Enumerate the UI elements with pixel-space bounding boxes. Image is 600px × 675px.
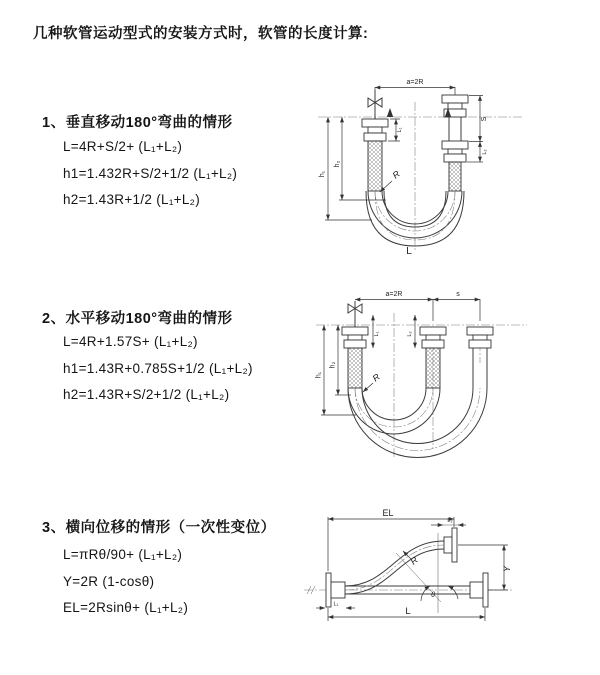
dim-label-l: L [405,606,411,617]
radius-leader [363,371,382,392]
dim-l2 [407,315,415,348]
section-2-formula-L: L=4R+1.57S+ (L₁+L₂) [63,334,198,349]
dim-label-h1: h₁ [315,371,323,379]
hose-u-bends [348,388,487,458]
radius-label: R [408,554,420,567]
braided-hose-section [449,162,461,191]
dim-l2 [467,142,488,163]
dim-label-l1: L₁ [333,601,339,608]
dim-label-l2: L₂ [407,331,413,337]
middle-pipe-fitting [420,327,446,388]
section-3-formula-L: L=πRθ/90+ (L₁+L₂) [63,547,183,562]
section-1-heading: 1、垂直移动180°弯曲的情形 [42,115,233,131]
radius-leader [403,551,420,567]
braided-hose-section [348,348,362,388]
left-pipe-fitting [342,327,368,388]
section-1-formula-h1: h1=1.432R+S/2+1/2 (L₁+L₂) [63,166,238,181]
section-2-formula-h2: h2=1.43R+S/2+1/2 (L₁+L₂) [63,387,230,402]
dim-label-l1: L₁ [397,127,403,133]
diagram-vertical-180-bend [312,74,590,256]
dim-l1 [388,119,403,141]
dim-el [328,508,454,571]
diagram-horizontal-180-bend [312,287,590,465]
right-pipe-fitting [442,95,468,191]
radius-label: R [390,168,402,181]
dim-a2r [355,291,480,321]
dim-label-l1: L₁ [374,331,380,337]
diagram-lateral-displacement [300,505,595,645]
dim-h1 [319,117,372,220]
right-upper-flange [444,528,457,562]
dim-label-a2r: a=2R [406,79,424,86]
radius-label: R [370,371,382,384]
section-3-formula-EL: EL=2Rsinθ+ (L₁+L₂) [63,600,189,615]
dim-label-h2: h₂ [329,361,337,369]
movement-arrows [387,108,451,117]
theta-label: θ [431,592,435,599]
section-2-formula-h1: h1=1.43R+0.785S+1/2 (L₁+L₂) [63,361,253,376]
braided-hose-section [368,141,382,191]
dim-s [469,96,488,142]
dim-label-h2: h₂ [334,160,341,168]
dim-l1 [316,602,355,609]
section-2-heading: 2、水平移动180°弯曲的情形 [42,311,233,327]
section-3-formula-Y: Y=2R (1-cosθ) [63,574,155,589]
section-3-heading: 3、横向位移的情形（一次性变位） [42,520,276,536]
dim-label-l2: L₂ [482,149,488,155]
dim-a2r [375,79,455,95]
right-lower-flange [470,573,488,607]
dim-label-el: EL [382,508,394,518]
dim-label-l2: L₂ [447,518,453,524]
centerlines [318,102,524,252]
left-pipe-fitting [362,119,388,191]
length-label: L [406,246,412,257]
valve-icon [368,90,382,119]
dim-label-h1: h₁ [319,170,326,178]
valve-icon [348,301,362,327]
radius-leader [380,168,402,192]
dim-s [433,291,480,300]
section-1-formula-L: L=4R+S/2+ (L₁+L₂) [63,139,183,154]
dim-label-a2r: a=2R [385,291,403,298]
page-title: 几种软管运动型式的安装方式时，软管的长度计算: [33,26,369,42]
dim-l1 [373,315,380,348]
braided-hose-section [426,348,440,388]
dim-label-y: Y [502,565,512,573]
dim-label-s: S [481,116,488,122]
section-1-formula-h2: h2=1.43R+1/2 (L₁+L₂) [63,192,201,207]
dim-label-s: s [456,291,460,298]
